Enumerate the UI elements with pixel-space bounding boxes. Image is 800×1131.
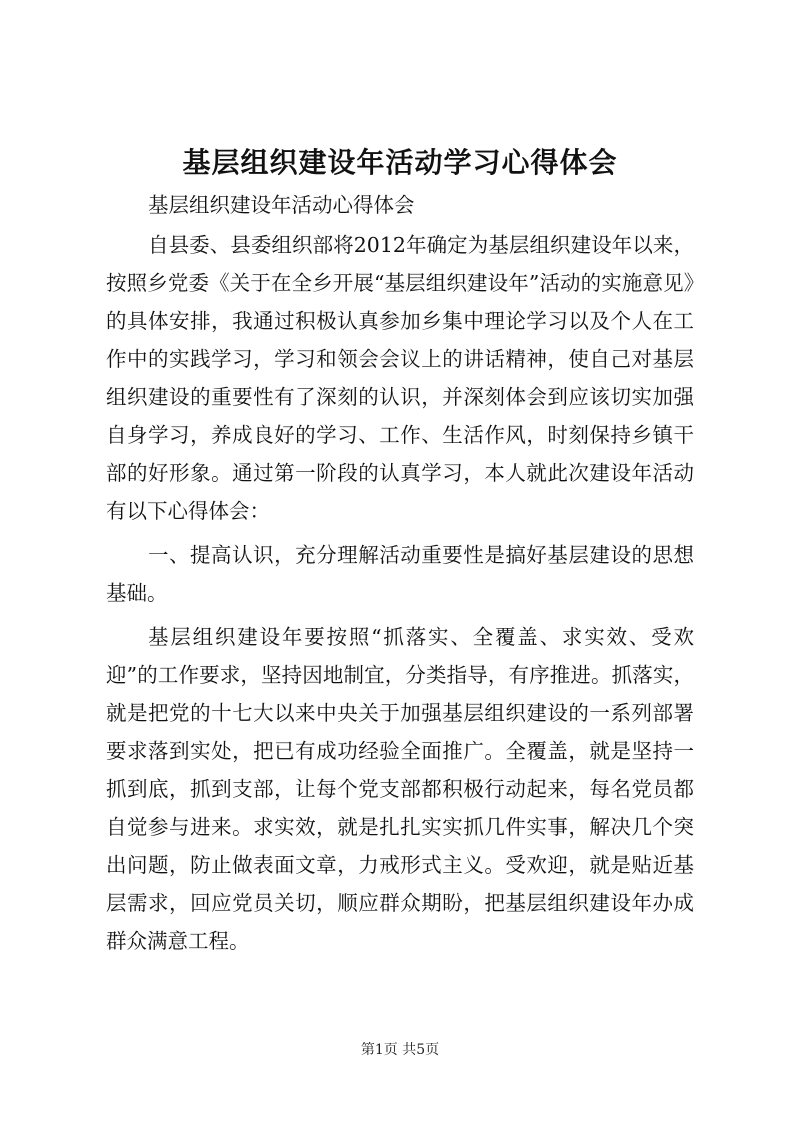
page-number-footer: 第1页 共5页 (360, 1042, 440, 1058)
document-subtitle: 基层组织建设年活动心得体会 (148, 193, 415, 217)
paragraph-intro: 自县委、县委组织部将2012年确定为基层组织建设年以来，按照乡党委《关于在全乡开展“基层组织建设年”活动的实施意见》的具体安排，我通过积极认真参加乡集中理论学习以及个人在工作中的实践学习，学习和领会会议上的讲话精神，使自己对基层组织建设的重要性有了深刻的认识，并深刻体会到应该切实加强自身学习，养成良好的学习、工作、生活作风，时刻保持乡镇干部的好形象。通过第一阶段的认真学习，本人就此次建设年活动有以下心得体会： (106, 233, 694, 523)
page-title: 基层组织建设年活动学习心得体会 (182, 146, 618, 179)
paragraph-requirements: 基层组织建设年要按照“抓落实、全覆盖、求实效、受欢迎”的工作要求，坚持因地制宜，分类指导，有序推进。抓落实，就是把党的十七大以来中央关于加强基层组织建设的一系列部署要求落到实处，把已有成功经验全面推广。全覆盖，就是坚持一抓到底，抓到支部，让每个党支部都积极行动起来，每名党员都自觉参与进来。求实效，就是扎扎实实抓几件实事，解决几个突出问题，防止做表面文章，力戒形式主义。受欢迎，就是贴近基层需求，回应党员关切，顺应群众期盼，把基层组织建设年办成群众满意工程。 (106, 625, 694, 953)
paragraph-section-heading: 一、提高认识，充分理解活动重要性是搞好基层建设的思想基础。 (106, 543, 694, 605)
document-body (106, 186, 694, 960)
